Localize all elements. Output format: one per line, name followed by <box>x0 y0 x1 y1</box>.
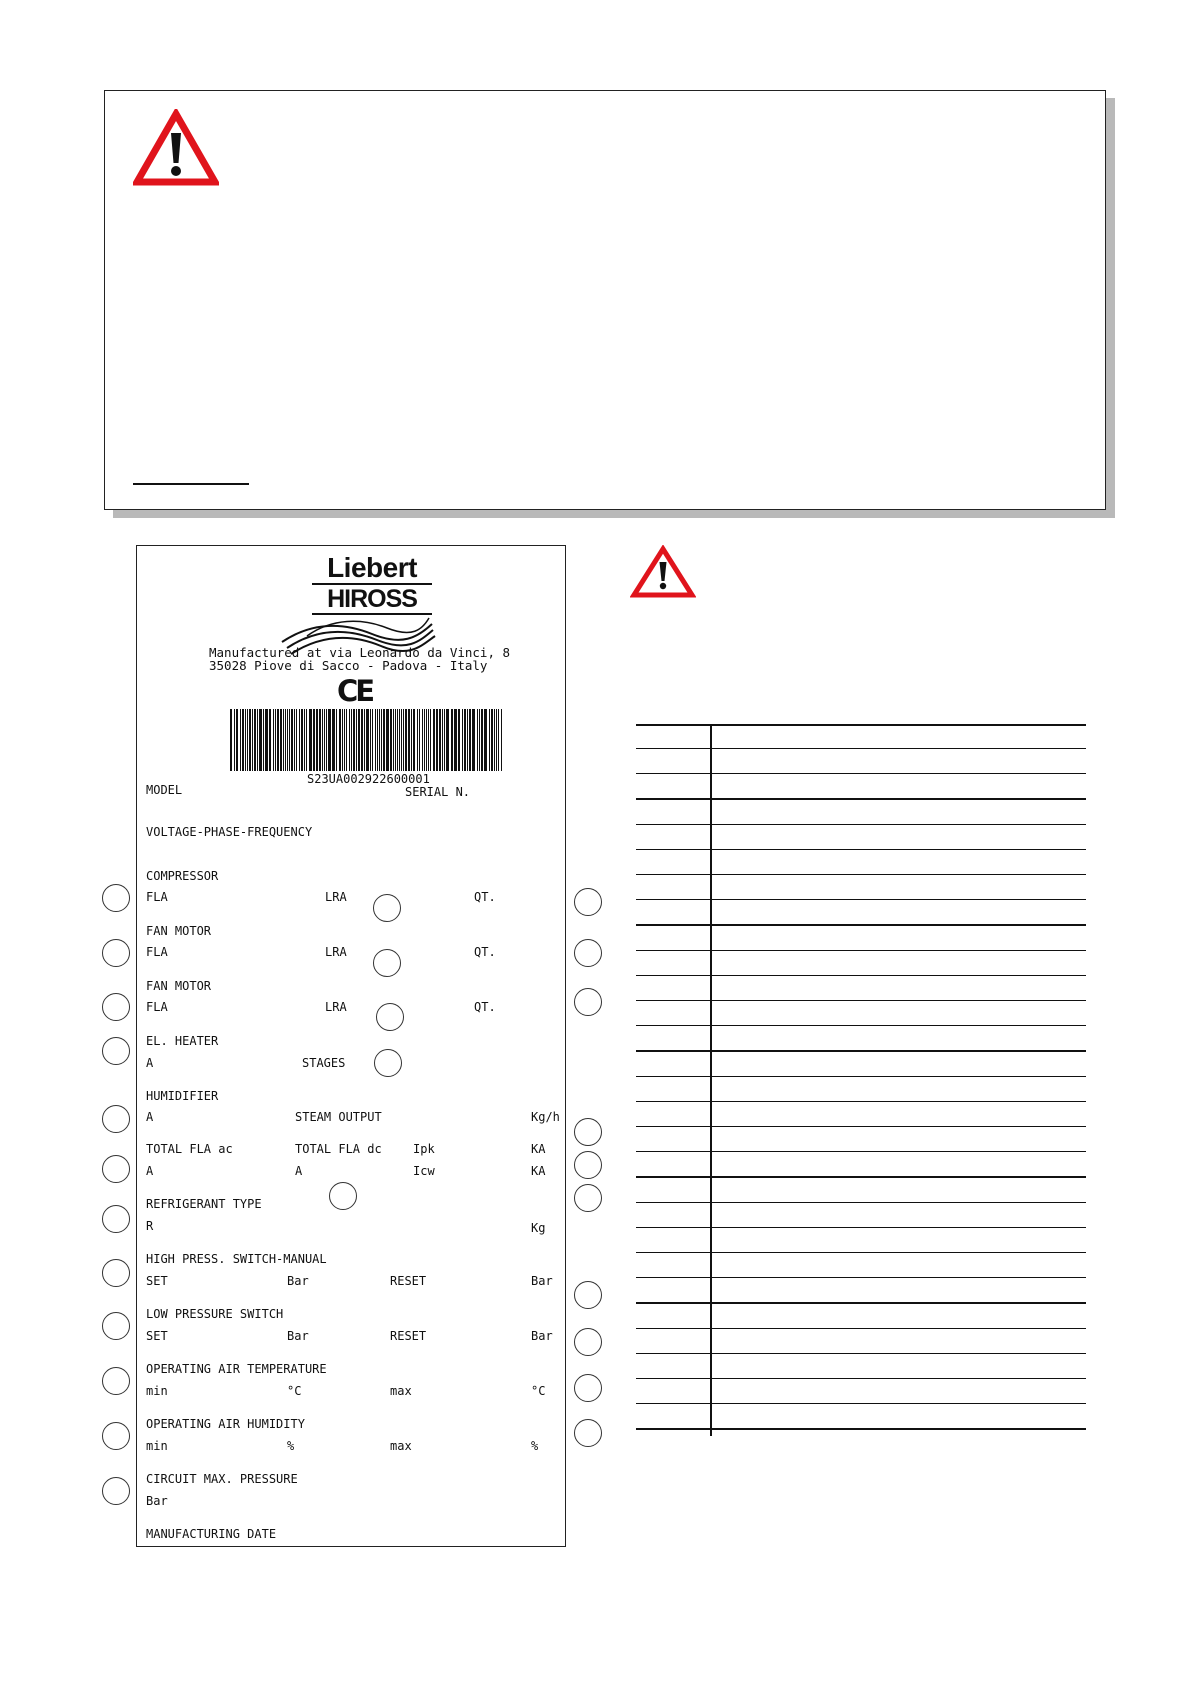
barcode-bar <box>472 709 475 771</box>
barcode-bar <box>332 709 335 771</box>
barcode-bar <box>358 709 360 771</box>
label-percent: % <box>531 1439 539 1453</box>
barcode-bar <box>444 709 445 771</box>
table-row-rule <box>636 975 1086 976</box>
barcode-bar <box>403 709 404 771</box>
barcode-bar <box>240 709 241 771</box>
label-low-press: LOW PRESSURE SWITCH <box>146 1307 284 1321</box>
barcode-bar <box>309 709 312 771</box>
barcode-bar <box>379 709 380 771</box>
barcode-bar <box>498 709 499 771</box>
barcode-bar <box>419 709 420 771</box>
barcode-bar <box>501 709 502 771</box>
barcode-bar <box>326 709 327 771</box>
label-ka: KA <box>531 1142 546 1156</box>
barcode-bar <box>356 709 357 771</box>
label-r: R <box>146 1219 154 1233</box>
label-min: min <box>146 1439 168 1453</box>
warning-triangle-icon <box>630 545 696 599</box>
barcode-bar <box>263 709 264 771</box>
callout-circle <box>376 1003 404 1031</box>
barcode-bar <box>436 709 438 771</box>
barcode-bar <box>458 709 460 771</box>
table-row-rule <box>636 1000 1086 1001</box>
barcode-bar <box>291 709 293 771</box>
barcode-bar <box>336 709 337 771</box>
table-row-rule <box>636 748 1086 749</box>
barcode-bar <box>399 709 400 771</box>
barcode-bar <box>285 709 286 771</box>
barcode-bar <box>280 709 282 771</box>
barcode-bar <box>422 709 423 771</box>
barcode-bar <box>386 709 389 771</box>
label-set: SET <box>146 1274 168 1288</box>
barcode-bar <box>395 709 396 771</box>
barcode-bar <box>494 709 495 771</box>
barcode-bar <box>319 709 321 771</box>
barcode-bar <box>283 709 284 771</box>
callout-circle <box>574 1374 602 1402</box>
label-a: A <box>146 1164 154 1178</box>
table-row-rule <box>636 1302 1086 1303</box>
label-air-humidity: OPERATING AIR HUMIDITY <box>146 1417 305 1431</box>
label-high-press: HIGH PRESS. SWITCH-MANUAL <box>146 1252 327 1266</box>
barcode-bar <box>417 709 418 771</box>
table-row-rule <box>636 1076 1086 1077</box>
barcode-bar <box>464 709 466 771</box>
barcode-bar <box>477 709 478 771</box>
logo-line-1: Liebert <box>327 552 417 583</box>
table-row-rule <box>636 1202 1086 1203</box>
barcode-bar <box>467 709 468 771</box>
label-max: max <box>390 1439 412 1453</box>
label-fla: FLA <box>146 945 168 959</box>
callout-circle <box>102 1477 130 1505</box>
callout-circle <box>102 1155 130 1183</box>
warning-box <box>104 90 1106 510</box>
label-bar: Bar <box>287 1329 309 1343</box>
label-lra: LRA <box>325 1000 347 1014</box>
callout-circle <box>574 888 602 916</box>
table-top-rule <box>636 724 1086 726</box>
label-kgh: Kg/h <box>531 1110 560 1124</box>
barcode-bar <box>344 709 345 771</box>
barcode-bar <box>451 709 453 771</box>
nameplate <box>136 545 566 1547</box>
manufacturer-address <box>209 646 529 672</box>
label-model: MODEL <box>146 783 183 797</box>
barcode-bar <box>424 709 425 771</box>
ce-mark: CE <box>337 674 373 708</box>
barcode-bar <box>299 709 300 771</box>
label-deg-c: °C <box>531 1384 546 1398</box>
barcode-bar <box>462 709 463 771</box>
label-humidifier: HUMIDIFIER <box>146 1089 219 1103</box>
label-fla: FLA <box>146 890 168 904</box>
barcode-bar <box>322 709 323 771</box>
table-row-rule <box>636 1328 1086 1329</box>
table-row-rule <box>636 874 1086 875</box>
label-total-fla-ac: TOTAL FLA ac <box>146 1142 233 1156</box>
barcode-bar <box>287 709 288 771</box>
label-fla: FLA <box>146 1000 168 1014</box>
barcode-bar <box>324 709 325 771</box>
barcode <box>230 709 504 771</box>
barcode-bar <box>252 709 253 771</box>
table-row-rule <box>636 824 1086 825</box>
barcode-bar <box>413 709 415 771</box>
barcode-bar <box>426 709 427 771</box>
barcode-bar <box>265 709 268 771</box>
barcode-bar <box>370 709 371 771</box>
callout-circle <box>373 894 401 922</box>
barcode-bar <box>390 709 392 771</box>
barcode-bar <box>408 709 410 771</box>
label-qt: QT. <box>474 945 496 959</box>
label-steam-output: STEAM OUTPUT <box>295 1110 382 1124</box>
label-reset: RESET <box>390 1274 427 1288</box>
callout-circle <box>574 1184 602 1212</box>
table-row-rule <box>636 950 1086 951</box>
barcode-bar <box>377 709 378 771</box>
callout-circle <box>574 1281 602 1309</box>
barcode-bar <box>481 709 483 771</box>
table-row-rule <box>636 1050 1086 1051</box>
callout-circle <box>574 988 602 1016</box>
barcode-bar <box>489 709 490 771</box>
barcode-bar <box>401 709 402 771</box>
barcode-bar <box>247 709 248 771</box>
barcode-bar <box>269 709 271 771</box>
label-a: A <box>295 1164 303 1178</box>
barcode-bar <box>259 709 262 771</box>
barcode-bar <box>479 709 480 771</box>
table-row-rule <box>636 1403 1086 1404</box>
callout-circle <box>102 1259 130 1287</box>
label-ka: KA <box>531 1164 546 1178</box>
label-compressor: COMPRESSOR <box>146 869 219 883</box>
table-row-rule <box>636 1101 1086 1102</box>
barcode-bar <box>381 709 382 771</box>
table-row-rule <box>636 773 1086 774</box>
table-row-rule <box>636 1227 1086 1228</box>
barcode-bar <box>454 709 457 771</box>
label-fan-motor: FAN MOTOR <box>146 979 212 993</box>
label-set: SET <box>146 1329 168 1343</box>
logo-line-2: HIROSS <box>312 583 432 615</box>
barcode-bar <box>254 709 256 771</box>
label-qt: QT. <box>474 1000 496 1014</box>
address-line-2: 35028 Piove di Sacco - Padova - Italy <box>209 658 488 673</box>
barcode-bar <box>405 709 407 771</box>
label-lra: LRA <box>325 945 347 959</box>
label-qt: QT. <box>474 890 496 904</box>
callout-circle <box>102 993 130 1021</box>
barcode-bar <box>397 709 398 771</box>
barcode-bar <box>257 709 258 771</box>
barcode-bar <box>339 709 341 771</box>
label-lra: LRA <box>325 890 347 904</box>
barcode-bar <box>349 709 350 771</box>
label-circuit-max: CIRCUIT MAX. PRESSURE <box>146 1472 298 1486</box>
table-column-divider <box>710 724 712 1436</box>
label-deg-c: °C <box>287 1384 302 1398</box>
label-a: A <box>146 1110 154 1124</box>
label-air-temp: OPERATING AIR TEMPERATURE <box>146 1362 327 1376</box>
label-icw: Icw <box>413 1164 435 1178</box>
label-stages: STAGES <box>302 1056 346 1070</box>
callout-circle <box>574 1419 602 1447</box>
table-row-rule <box>636 798 1086 799</box>
barcode-bar <box>372 709 373 771</box>
barcode-bar <box>428 709 429 771</box>
barcode-bar <box>364 709 365 771</box>
label-bar: Bar <box>287 1274 309 1288</box>
barcode-bar <box>351 709 352 771</box>
table-row-rule <box>636 1378 1086 1379</box>
label-bar: Bar <box>146 1494 168 1508</box>
label-el-heater: EL. HEATER <box>146 1034 219 1048</box>
callout-circle <box>102 884 130 912</box>
callout-circle <box>574 1151 602 1179</box>
barcode-bar <box>304 709 305 771</box>
callout-circle <box>374 1049 402 1077</box>
table-row-rule <box>636 1126 1086 1127</box>
table-row-rule <box>636 849 1086 850</box>
table-row-rule <box>636 1353 1086 1354</box>
table-row-rule <box>636 899 1086 900</box>
barcode-bar <box>430 709 431 771</box>
warning-triangle-icon <box>133 109 219 187</box>
callout-circle <box>102 939 130 967</box>
barcode-bar <box>446 709 449 771</box>
table-row-rule <box>636 1151 1086 1152</box>
address-line-1: Manufactured at via Leonardo da Vinci, 8 <box>209 645 511 660</box>
barcode-bar <box>433 709 435 771</box>
barcode-bar <box>496 709 497 771</box>
barcode-bar <box>273 709 274 771</box>
barcode-bar <box>411 709 412 771</box>
barcode-bar <box>393 709 394 771</box>
barcode-bar <box>328 709 331 771</box>
barcode-bar <box>469 709 471 771</box>
barcode-bar <box>346 709 347 771</box>
barcode-bar <box>442 709 443 771</box>
label-ipk: Ipk <box>413 1142 435 1156</box>
table-row-rule <box>636 924 1086 925</box>
barcode-bar <box>439 709 441 771</box>
table-row-rule <box>636 1025 1086 1026</box>
callout-circle <box>102 1105 130 1133</box>
callout-circle <box>574 1328 602 1356</box>
barcode-bar <box>230 709 232 771</box>
table-row-rule <box>636 1252 1086 1253</box>
barcode-bar <box>366 709 369 771</box>
barcode-bar <box>316 709 318 771</box>
label-voltage: VOLTAGE-PHASE-FREQUENCY <box>146 825 313 839</box>
table-row-rule <box>636 1428 1086 1429</box>
barcode-bar <box>277 709 279 771</box>
label-bar: Bar <box>531 1274 553 1288</box>
callout-circle <box>102 1312 130 1340</box>
callout-circle <box>574 939 602 967</box>
barcode-bar <box>242 709 244 771</box>
liebert-hiross-logo <box>312 553 432 615</box>
barcode-bar <box>313 709 315 771</box>
table-row-rule <box>636 1176 1086 1177</box>
barcode-bar <box>249 709 251 771</box>
barcode-bar <box>245 709 246 771</box>
callout-circle <box>574 1118 602 1146</box>
callout-circle <box>102 1367 130 1395</box>
callout-circle <box>102 1037 130 1065</box>
barcode-bar <box>484 709 487 771</box>
label-bar: Bar <box>531 1329 553 1343</box>
label-a: A <box>146 1056 154 1070</box>
barcode-bar <box>491 709 493 771</box>
label-min: min <box>146 1384 168 1398</box>
label-refrigerant-type: REFRIGERANT TYPE <box>146 1197 262 1211</box>
label-max: max <box>390 1384 412 1398</box>
barcode-bar <box>383 709 385 771</box>
barcode-bar <box>289 709 290 771</box>
barcode-bar <box>342 709 343 771</box>
callout-circle <box>102 1422 130 1450</box>
barcode-bar <box>361 709 363 771</box>
underline-mark <box>133 483 249 485</box>
barcode-number: S23UA002922600001 <box>307 772 430 786</box>
callout-circle <box>102 1205 130 1233</box>
callout-circle <box>373 949 401 977</box>
table-row-rule <box>636 1277 1086 1278</box>
barcode-bar <box>294 709 295 771</box>
label-serial: SERIAL N. <box>405 785 471 799</box>
legend-table <box>636 724 1086 1436</box>
barcode-bar <box>234 709 235 771</box>
label-reset: RESET <box>390 1329 427 1343</box>
label-fan-motor: FAN MOTOR <box>146 924 212 938</box>
barcode-bar <box>375 709 376 771</box>
label-mfg-date: MANUFACTURING DATE <box>146 1527 277 1541</box>
callout-circle <box>329 1182 357 1210</box>
label-percent: % <box>287 1439 295 1453</box>
barcode-bar <box>301 709 303 771</box>
barcode-bar <box>236 709 238 771</box>
barcode-bar <box>275 709 276 771</box>
barcode-bar <box>306 709 307 771</box>
label-kg: Kg <box>531 1221 546 1235</box>
label-total-fla-dc: TOTAL FLA dc <box>295 1142 382 1156</box>
barcode-bar <box>296 709 297 771</box>
barcode-bar <box>353 709 355 771</box>
